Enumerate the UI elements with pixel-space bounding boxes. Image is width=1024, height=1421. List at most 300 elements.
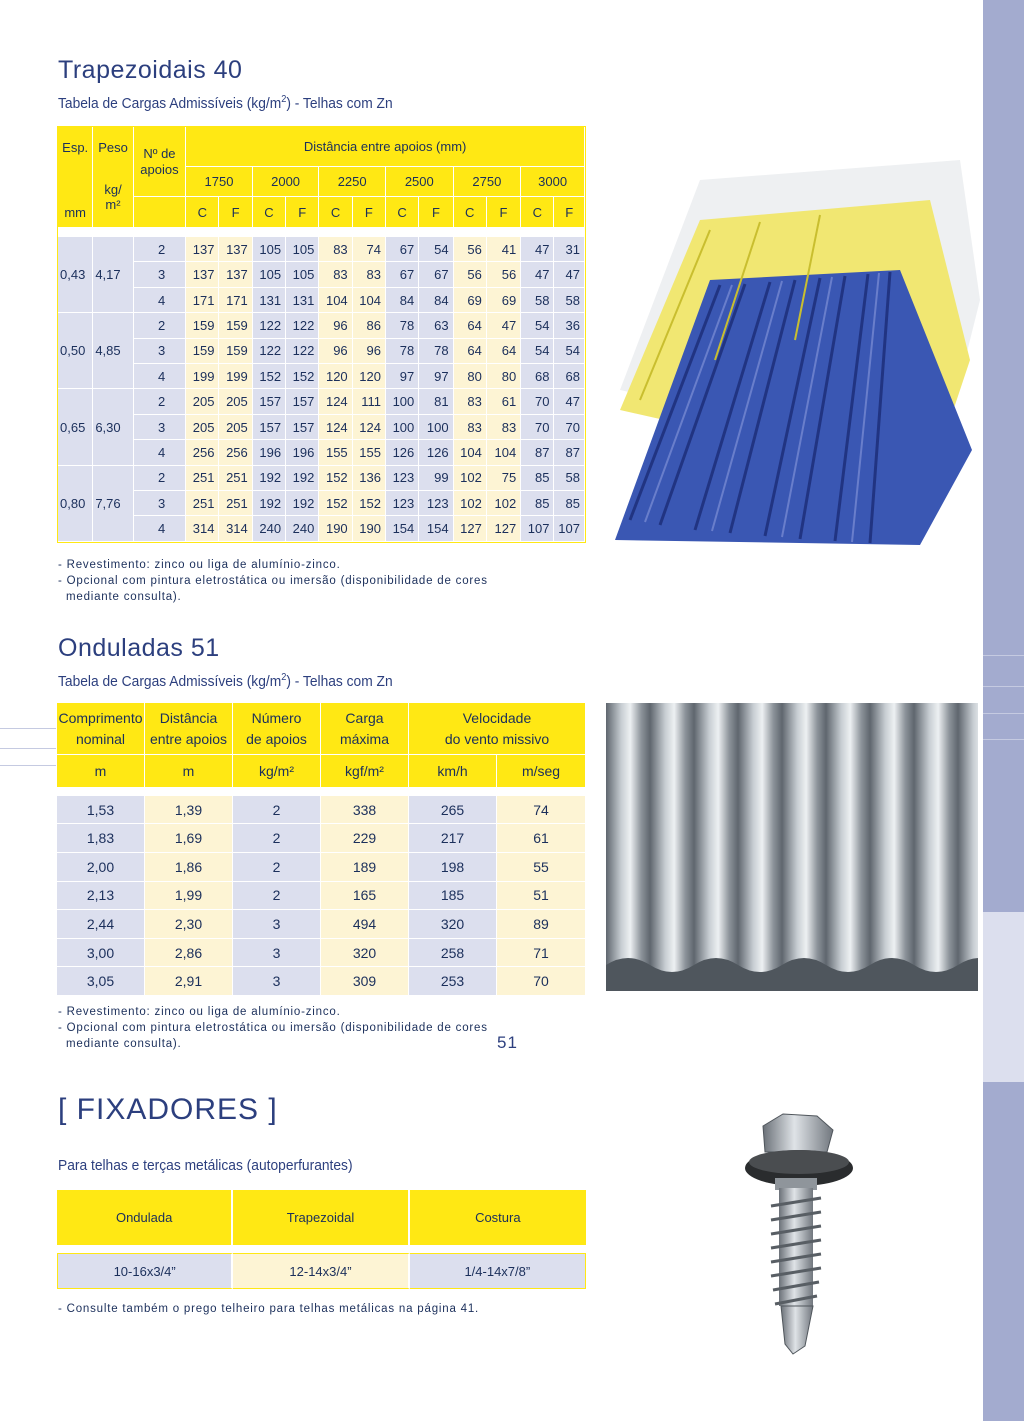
col-header-line: entre apoios bbox=[149, 730, 228, 747]
trapezoidais-notes bbox=[58, 557, 488, 605]
fixador-header: Trapezoidal bbox=[233, 1190, 409, 1245]
col-header-line: máxima bbox=[339, 730, 389, 747]
value-cell: 127 bbox=[487, 516, 521, 542]
table-row bbox=[58, 364, 585, 389]
apoios-cell: 2 bbox=[134, 466, 186, 491]
value-cell: 84 bbox=[386, 288, 419, 313]
apoios-cell: 4 bbox=[134, 288, 186, 313]
value-cell: 258 bbox=[409, 939, 497, 968]
value-cell: 155 bbox=[319, 440, 352, 465]
spacer bbox=[57, 788, 586, 796]
table-row bbox=[58, 313, 585, 338]
spacer-cell bbox=[58, 228, 585, 237]
value-cell: 89 bbox=[497, 910, 586, 939]
span-header: 2000 bbox=[253, 167, 320, 197]
table-row bbox=[58, 516, 585, 542]
value-cell: 2,13 bbox=[57, 882, 145, 911]
value-cell: 102 bbox=[487, 491, 521, 516]
value-cell: 64 bbox=[487, 339, 521, 364]
value-cell: 171 bbox=[186, 288, 219, 313]
section-subtitle-trapezoidais: Tabela de Cargas Admissíveis $(kg/m^2)$ - Telhas com Zn bbox=[58, 94, 393, 112]
note-line: mediante consulta). bbox=[58, 1038, 182, 1050]
value-cell: 47 bbox=[521, 262, 554, 287]
value-cell: 51 bbox=[497, 882, 586, 911]
peso-cell: 6,30 bbox=[93, 389, 133, 465]
value-cell: 251 bbox=[186, 466, 219, 491]
value-cell: 199 bbox=[219, 364, 252, 389]
value-cell: 185 bbox=[409, 882, 497, 911]
section-title-onduladas: Onduladas 51 bbox=[58, 634, 220, 662]
value-cell: 2 bbox=[233, 853, 321, 882]
value-cell: 83 bbox=[487, 415, 521, 440]
value-cell: 54 bbox=[521, 313, 554, 338]
value-cell: 157 bbox=[253, 389, 286, 414]
value-cell: 107 bbox=[521, 516, 554, 542]
header-f: F bbox=[487, 197, 521, 228]
peso-cell: 7,76 bbox=[93, 466, 133, 542]
value-cell: 320 bbox=[321, 939, 409, 968]
span-header: 3000 bbox=[521, 167, 585, 197]
value-cell: 192 bbox=[253, 466, 286, 491]
value-cell: 105 bbox=[253, 237, 286, 262]
value-cell: 111 bbox=[353, 389, 386, 414]
esp-cell: 0,43 bbox=[58, 237, 93, 313]
value-cell: 205 bbox=[219, 389, 252, 414]
value-cell: 157 bbox=[253, 415, 286, 440]
value-cell: 102 bbox=[454, 491, 487, 516]
value-cell: 157 bbox=[286, 415, 319, 440]
table-row bbox=[57, 967, 586, 996]
value-cell: 47 bbox=[554, 389, 585, 414]
value-cell: 71 bbox=[497, 939, 586, 968]
value-cell: 78 bbox=[386, 313, 419, 338]
value-cell: 83 bbox=[319, 262, 352, 287]
value-cell: 196 bbox=[286, 440, 319, 465]
col-header-line: Carga bbox=[345, 709, 384, 726]
value-cell: 83 bbox=[454, 415, 487, 440]
col-header bbox=[145, 703, 233, 755]
value-cell: 136 bbox=[353, 466, 386, 491]
value-cell: 99 bbox=[419, 466, 453, 491]
section-subtitle-fixadores: Para telhas e terças metálicas (autoperfurantes) bbox=[58, 1157, 353, 1174]
value-cell: 155 bbox=[353, 440, 386, 465]
header-c: C bbox=[386, 197, 419, 228]
value-cell: 120 bbox=[353, 364, 386, 389]
value-cell: 152 bbox=[353, 491, 386, 516]
value-cell: 2,91 bbox=[145, 967, 233, 996]
value-cell: 64 bbox=[454, 313, 487, 338]
value-cell: 2,44 bbox=[57, 910, 145, 939]
value-cell: 229 bbox=[321, 824, 409, 853]
col-header bbox=[321, 703, 409, 755]
value-cell: 47 bbox=[554, 262, 585, 287]
value-cell: 70 bbox=[521, 415, 554, 440]
value-cell: 137 bbox=[186, 237, 219, 262]
esp-cell: 0,50 bbox=[58, 313, 93, 389]
value-cell: 338 bbox=[321, 796, 409, 825]
value-cell: 105 bbox=[286, 262, 319, 287]
divider bbox=[983, 739, 1024, 740]
value-cell: 190 bbox=[353, 516, 386, 542]
value-cell: 54 bbox=[554, 339, 585, 364]
col-header bbox=[57, 703, 145, 755]
value-cell: 87 bbox=[554, 440, 585, 465]
apoios-cell: 2 bbox=[134, 237, 186, 262]
value-cell: 69 bbox=[454, 288, 487, 313]
value-cell: 159 bbox=[186, 339, 219, 364]
note-line: - Revestimento: zinco ou liga de alumínio-zinco. bbox=[58, 1006, 341, 1018]
span-header: 2250 bbox=[319, 167, 386, 197]
value-cell: 68 bbox=[521, 364, 554, 389]
table-row bbox=[58, 415, 585, 440]
value-cell: 84 bbox=[419, 288, 453, 313]
value-cell: 56 bbox=[487, 262, 521, 287]
value-cell: 314 bbox=[219, 516, 252, 542]
value-cell: 2,30 bbox=[145, 910, 233, 939]
value-cell: 122 bbox=[253, 339, 286, 364]
col-header-esp: Esp. bbox=[58, 127, 93, 167]
corrugated-sheet-image bbox=[606, 703, 978, 991]
value-cell: 1,86 bbox=[145, 853, 233, 882]
value-cell: 80 bbox=[454, 364, 487, 389]
value-cell: 85 bbox=[521, 491, 554, 516]
value-cell: 137 bbox=[186, 262, 219, 287]
value-cell: 104 bbox=[353, 288, 386, 313]
value-cell: 205 bbox=[219, 415, 252, 440]
value-cell: 171 bbox=[219, 288, 252, 313]
value-cell: 70 bbox=[521, 389, 554, 414]
fixador-header: Costura bbox=[410, 1190, 586, 1245]
value-cell: 265 bbox=[409, 796, 497, 825]
value-cell: 205 bbox=[186, 415, 219, 440]
value-cell: 96 bbox=[319, 313, 352, 338]
table-row bbox=[58, 491, 585, 516]
value-cell: 1,99 bbox=[145, 882, 233, 911]
value-cell: 87 bbox=[521, 440, 554, 465]
self-drilling-screw-image bbox=[735, 1108, 855, 1358]
value-cell: 96 bbox=[319, 339, 352, 364]
note-line: mediante consulta). bbox=[58, 591, 182, 603]
value-cell: 196 bbox=[253, 440, 286, 465]
fixador-value: 10-16x3/4” bbox=[57, 1253, 233, 1289]
value-cell: 320 bbox=[409, 910, 497, 939]
value-cell: 137 bbox=[219, 262, 252, 287]
table-row bbox=[58, 288, 585, 313]
value-cell: 122 bbox=[286, 339, 319, 364]
value-cell: 240 bbox=[286, 516, 319, 542]
value-cell: 152 bbox=[319, 491, 352, 516]
fixador-value: 12-14x3/4” bbox=[233, 1253, 409, 1289]
table-row bbox=[57, 796, 586, 825]
col-header-peso-unit: kg/ bbox=[93, 167, 133, 197]
unit-cell: kgf/m² bbox=[321, 755, 409, 788]
value-cell: 97 bbox=[386, 364, 419, 389]
fixador-value: 1/4-14x7/8” bbox=[410, 1253, 586, 1289]
value-cell: 80 bbox=[487, 364, 521, 389]
value-cell: 240 bbox=[253, 516, 286, 542]
value-cell: 253 bbox=[409, 967, 497, 996]
value-cell: 122 bbox=[286, 313, 319, 338]
value-cell: 2,86 bbox=[145, 939, 233, 968]
value-cell: 152 bbox=[253, 364, 286, 389]
header-row bbox=[58, 127, 585, 167]
value-cell: 78 bbox=[386, 339, 419, 364]
value-cell: 122 bbox=[253, 313, 286, 338]
value-cell: 56 bbox=[454, 237, 487, 262]
header-f: F bbox=[554, 197, 585, 228]
page-number: 51 bbox=[497, 1033, 518, 1052]
value-cell: 3 bbox=[233, 939, 321, 968]
header-c: C bbox=[186, 197, 219, 228]
peso-cell: 4,85 bbox=[93, 313, 133, 389]
onduladas-notes bbox=[58, 1004, 488, 1052]
span-header: 1750 bbox=[186, 167, 253, 197]
value-cell: 2,00 bbox=[57, 853, 145, 882]
value-cell: 123 bbox=[386, 466, 419, 491]
span-header: 2750 bbox=[454, 167, 522, 197]
table-row bbox=[57, 853, 586, 882]
header-row bbox=[57, 703, 586, 755]
divider bbox=[983, 655, 1024, 656]
table-row bbox=[57, 910, 586, 939]
apoios-cell: 3 bbox=[134, 339, 186, 364]
value-cell: 97 bbox=[419, 364, 453, 389]
value-cell: 47 bbox=[487, 313, 521, 338]
value-cell: 157 bbox=[286, 389, 319, 414]
value-cell: 55 bbox=[497, 853, 586, 882]
value-cell: 124 bbox=[319, 389, 352, 414]
value-cell: 96 bbox=[353, 339, 386, 364]
value-cell: 120 bbox=[319, 364, 352, 389]
value-cell: 251 bbox=[219, 466, 252, 491]
value-cell: 41 bbox=[487, 237, 521, 262]
value-cell: 3,05 bbox=[57, 967, 145, 996]
trapezoidal-sheet-image bbox=[600, 160, 980, 560]
header-f: F bbox=[219, 197, 252, 228]
fixadores-note: - Consulte também o prego telheiro para telhas metálicas na página 41. bbox=[58, 1303, 480, 1315]
value-cell: 256 bbox=[219, 440, 252, 465]
value-cell: 2 bbox=[233, 882, 321, 911]
col-header-line: Distância bbox=[159, 709, 218, 726]
table-row bbox=[57, 824, 586, 853]
col-header bbox=[409, 703, 586, 755]
value-cell: 1,83 bbox=[57, 824, 145, 853]
header-c: C bbox=[319, 197, 352, 228]
value-cell: 154 bbox=[386, 516, 419, 542]
value-cell: 31 bbox=[554, 237, 585, 262]
value-cell: 251 bbox=[186, 491, 219, 516]
col-header-line: Velocidade bbox=[462, 709, 532, 726]
trapezoidais-load-table bbox=[57, 126, 586, 543]
value-cell: 137 bbox=[219, 237, 252, 262]
value-cell: 159 bbox=[219, 339, 252, 364]
col-header-apoios: Nº de apoios bbox=[134, 127, 186, 197]
value-cell: 68 bbox=[554, 364, 585, 389]
value-cell: 124 bbox=[319, 415, 352, 440]
value-cell: 309 bbox=[321, 967, 409, 996]
value-cell: 314 bbox=[186, 516, 219, 542]
value-cell: 152 bbox=[286, 364, 319, 389]
value-cell: 85 bbox=[554, 491, 585, 516]
apoios-cell: 2 bbox=[134, 313, 186, 338]
value-cell: 192 bbox=[286, 466, 319, 491]
onduladas-load-table bbox=[57, 703, 586, 996]
value-cell: 126 bbox=[419, 440, 453, 465]
value-cell: 58 bbox=[554, 466, 585, 491]
col-header-line: Comprimento bbox=[58, 709, 143, 726]
value-cell: 85 bbox=[521, 466, 554, 491]
value-cell: 67 bbox=[386, 262, 419, 287]
col-header-line: do vento missivo bbox=[444, 730, 550, 747]
table-row bbox=[58, 237, 585, 262]
col-header-esp-unit: mm bbox=[58, 197, 93, 228]
unit-cell: m bbox=[57, 755, 145, 788]
value-cell: 159 bbox=[186, 313, 219, 338]
col-header-line: Número bbox=[251, 709, 302, 726]
fixadores-table bbox=[57, 1190, 586, 1289]
col-header-peso: Peso bbox=[93, 127, 133, 167]
side-bar-highlight bbox=[983, 912, 1024, 1082]
table-row bbox=[57, 882, 586, 911]
header-f: F bbox=[353, 197, 386, 228]
unit-cell: m bbox=[145, 755, 233, 788]
value-cell: 123 bbox=[419, 491, 453, 516]
spacer-cell bbox=[57, 788, 586, 796]
peso-cell: 4,17 bbox=[93, 237, 133, 313]
fixador-header: Ondulada bbox=[57, 1190, 233, 1245]
value-cell: 251 bbox=[219, 491, 252, 516]
value-cell: 54 bbox=[419, 237, 453, 262]
unit-cell: km/h bbox=[409, 755, 497, 788]
note-line: - Revestimento: zinco ou liga de alumínio-zinco. bbox=[58, 559, 341, 571]
value-cell: 74 bbox=[353, 237, 386, 262]
value-cell: 54 bbox=[521, 339, 554, 364]
value-cell: 1,69 bbox=[145, 824, 233, 853]
value-cell: 2 bbox=[233, 824, 321, 853]
value-cell: 192 bbox=[253, 491, 286, 516]
table-row bbox=[58, 466, 585, 491]
apoios-cell: 3 bbox=[134, 415, 186, 440]
section-subtitle-onduladas: Tabela de Cargas Admissíveis $(kg/m^2)$ - Telhas com Zn bbox=[58, 672, 393, 690]
col-header-distancia: Distância entre apoios (mm) bbox=[186, 127, 585, 167]
table-row bbox=[58, 262, 585, 287]
value-cell: 81 bbox=[419, 389, 453, 414]
apoios-cell: 4 bbox=[134, 440, 186, 465]
header-f: F bbox=[286, 197, 319, 228]
value-cell: 198 bbox=[409, 853, 497, 882]
value-cell: 58 bbox=[554, 288, 585, 313]
divider bbox=[0, 765, 56, 766]
value-cell: 105 bbox=[286, 237, 319, 262]
divider bbox=[0, 728, 56, 729]
value-cell: 3 bbox=[233, 967, 321, 996]
value-cell: 3 bbox=[233, 910, 321, 939]
note-line: - Opcional com pintura eletrostática ou imersão (disponibilidade de cores bbox=[58, 1022, 488, 1034]
value-cell: 256 bbox=[186, 440, 219, 465]
value-cell: 70 bbox=[497, 967, 586, 996]
value-cell: 107 bbox=[554, 516, 585, 542]
table-row bbox=[57, 939, 586, 968]
value-cell: 83 bbox=[319, 237, 352, 262]
value-cell: 2 bbox=[233, 796, 321, 825]
value-cell: 102 bbox=[454, 466, 487, 491]
table-row bbox=[58, 440, 585, 465]
value-cell: 67 bbox=[386, 237, 419, 262]
value-cell: 64 bbox=[454, 339, 487, 364]
value-cell: 100 bbox=[386, 415, 419, 440]
section-title-trapezoidais: Trapezoidais 40 bbox=[58, 56, 243, 84]
value-cell: 131 bbox=[286, 288, 319, 313]
side-bar bbox=[983, 0, 1024, 1421]
header-blank bbox=[134, 197, 186, 228]
table-row bbox=[58, 389, 585, 414]
esp-cell: 0,65 bbox=[58, 389, 93, 465]
value-cell: 36 bbox=[554, 313, 585, 338]
unit-cell: m/seg bbox=[497, 755, 586, 788]
spacer bbox=[58, 228, 585, 237]
apoios-cell: 4 bbox=[134, 364, 186, 389]
value-cell: 123 bbox=[386, 491, 419, 516]
header-blank bbox=[58, 167, 93, 197]
value-cell: 83 bbox=[353, 262, 386, 287]
col-header-line: de apoios bbox=[246, 730, 307, 747]
header-c: C bbox=[454, 197, 487, 228]
value-cell: 100 bbox=[419, 415, 453, 440]
value-cell: 69 bbox=[487, 288, 521, 313]
value-cell: 127 bbox=[454, 516, 487, 542]
col-header bbox=[233, 703, 321, 755]
value-cell: 61 bbox=[487, 389, 521, 414]
value-cell: 1,53 bbox=[57, 796, 145, 825]
value-cell: 189 bbox=[321, 853, 409, 882]
value-cell: 192 bbox=[286, 491, 319, 516]
value-cell: 78 bbox=[419, 339, 453, 364]
value-cell: 3,00 bbox=[57, 939, 145, 968]
value-cell: 105 bbox=[253, 262, 286, 287]
value-cell: 56 bbox=[454, 262, 487, 287]
value-cell: 104 bbox=[319, 288, 352, 313]
value-cell: 190 bbox=[319, 516, 352, 542]
value-cell: 86 bbox=[353, 313, 386, 338]
section-title-fixadores: [ FIXADORES ] bbox=[58, 1093, 278, 1126]
apoios-cell: 4 bbox=[134, 516, 186, 542]
table-row bbox=[58, 339, 585, 364]
value-cell: 104 bbox=[487, 440, 521, 465]
value-cell: 104 bbox=[454, 440, 487, 465]
apoios-cell: 3 bbox=[134, 491, 186, 516]
value-cell: 154 bbox=[419, 516, 453, 542]
value-cell: 126 bbox=[386, 440, 419, 465]
value-cell: 47 bbox=[521, 237, 554, 262]
header-c: C bbox=[253, 197, 286, 228]
value-cell: 58 bbox=[521, 288, 554, 313]
value-cell: 159 bbox=[219, 313, 252, 338]
value-cell: 83 bbox=[454, 389, 487, 414]
value-cell: 152 bbox=[319, 466, 352, 491]
unit-row bbox=[57, 755, 586, 788]
value-cell: 74 bbox=[497, 796, 586, 825]
value-cell: 75 bbox=[487, 466, 521, 491]
value-cell: 61 bbox=[497, 824, 586, 853]
apoios-cell: 3 bbox=[134, 262, 186, 287]
unit-cell: kg/m² bbox=[233, 755, 321, 788]
value-cell: 1,39 bbox=[145, 796, 233, 825]
value-cell: 165 bbox=[321, 882, 409, 911]
divider bbox=[0, 748, 56, 749]
value-cell: 205 bbox=[186, 389, 219, 414]
span-header: 2500 bbox=[386, 167, 454, 197]
value-cell: 100 bbox=[386, 389, 419, 414]
